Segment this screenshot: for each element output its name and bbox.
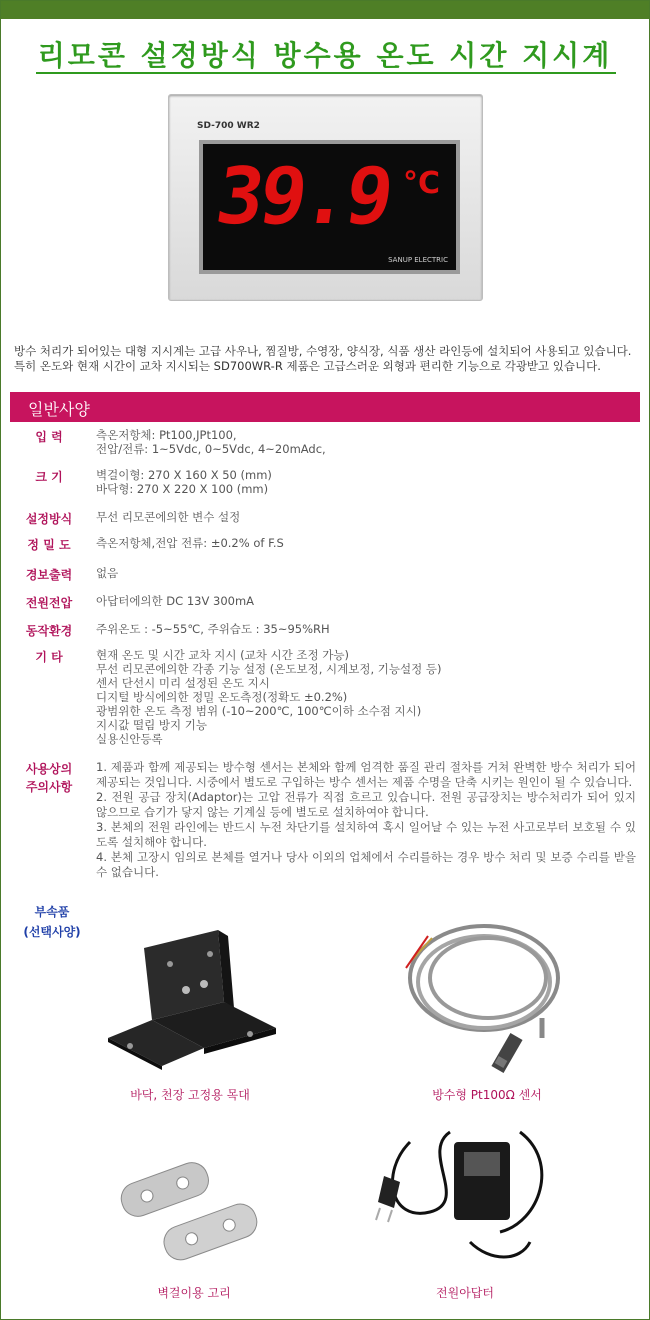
spec-line: 측온저항체: Pt100,JPt100,	[96, 428, 237, 442]
section-header	[10, 392, 640, 422]
spec-value	[96, 468, 636, 496]
spec-value	[96, 594, 636, 608]
device-brand: SANUP ELECTRIC	[388, 256, 448, 264]
device-unit: °C	[403, 166, 441, 201]
section-title: 일반사양	[28, 400, 90, 419]
spec-line: 측온저항체,전압 전류: ±0.2% of F.S	[96, 536, 284, 550]
spec-value	[96, 536, 636, 550]
spec-line: 무선 리모콘에의한 각종 기능 설정 (온도보정, 시계보정, 기능설정 등)	[96, 662, 442, 676]
notes-label	[10, 760, 88, 796]
note-item: 3. 본체의 전원 라인에는 반드시 누전 차단기를 설치하여 혹시 일어날 수 있는 누전 사고로부터 보호될 수 있도록 설치해야 합니다.	[96, 820, 636, 849]
note-item: 4. 본체 고장시 임의로 본체를 열거나 당사 이외의 업체에서 수리를하는 경우 방수 처리 및 보증 수리를 받을 수 없습니다.	[96, 850, 636, 879]
spec-label: 입 력	[35, 430, 63, 444]
accessory-caption: 벽걸이용 고리	[157, 1286, 231, 1300]
spec-line: 없음	[96, 566, 119, 580]
spec-line: 주위온도 : -5~55℃, 주위습도 : 35~95%RH	[96, 622, 330, 636]
accessories-label	[16, 902, 88, 942]
page-title: 리모콘 설정방식 방수용 온도 시간 지시계	[37, 39, 613, 72]
spec-label: 경보출력	[25, 568, 73, 582]
device-display	[199, 140, 460, 274]
spec-label: 설정방식	[25, 512, 73, 526]
spec-label: 전원전압	[25, 596, 73, 610]
spec-label: 정 밀 도	[27, 538, 71, 552]
spec-value	[96, 566, 636, 580]
spec-value	[96, 510, 636, 524]
wall-hook-image	[104, 1140, 284, 1270]
bracket-image	[100, 920, 280, 1070]
spec-line: 지시값 떨림 방지 기능	[96, 718, 207, 732]
device-model-label: SD-700 WR2	[197, 121, 260, 131]
notes-label-line: 주의사항	[25, 780, 73, 794]
notes-text	[96, 760, 636, 880]
title-underline	[36, 72, 616, 74]
spec-label: 크 기	[35, 470, 63, 484]
notes-label-line: 사용상의	[25, 762, 73, 776]
spec-line: 센서 단선시 미리 설정된 온도 지시	[96, 676, 270, 690]
top-color-bar	[1, 1, 649, 19]
sensor-image	[392, 908, 582, 1078]
spec-line: 실용신안등록	[96, 732, 163, 746]
spec-line: 바닥형: 270 X 220 X 100 (mm)	[96, 482, 269, 496]
spec-line: 현재 온도 및 시간 교차 지시 (교차 시간 조정 가능)	[96, 648, 349, 662]
spec-value	[96, 428, 636, 456]
indicator-device-image	[168, 94, 483, 301]
spec-value	[96, 622, 636, 636]
spec-line: 광범위한 온도 측정 범위 (-10~200℃, 100℃이하 소수점 지시)	[96, 704, 422, 718]
spec-line: 아답터에의한 DC 13V 300mA	[96, 594, 255, 608]
note-item: 1. 제품과 함께 제공되는 방수형 센서는 본체와 함께 엄격한 품질 관리 절차를 거쳐 완벽한 방수 처리가 되어 제공되는 것입니다. 시중에서 별도로 구입하는 방수 센서는 제품 수명을 단축 시키는 원인이 될 수 있습니다.	[96, 760, 636, 789]
spec-line: 전압/전류: 1~5Vdc, 0~5Vdc, 4~20mAdc,	[96, 442, 326, 456]
power-adapter-image	[370, 1112, 560, 1272]
accessory-caption: 전원아답터	[436, 1286, 494, 1300]
intro-text: 방수 처리가 되어있는 대형 지시계는 고급 사우나, 찜질방, 수영장, 양식장, 식품 생산 라인등에 설치되어 사용되고 있습니다. 특히 온도와 현재 시간이 교차 지시되는 SD700WR-R 제품은 고급스러운 외형과 편리한 기능으로 각광받고 있습니다.	[14, 344, 632, 373]
accessories-label-line: 부속품	[34, 905, 70, 919]
spec-line: 벽걸이형: 270 X 160 X 50 (mm)	[96, 468, 272, 482]
spec-line: 디지털 방식에의한 정밀 온도측정(정확도 ±0.2%)	[96, 690, 348, 704]
spec-value	[96, 648, 636, 746]
accessories-label-line: (선택사양)	[23, 925, 81, 939]
device-reading: 39.9	[210, 152, 396, 242]
note-item: 2. 전원 공급 장치(Adaptor)는 고압 전류가 직접 흐르고 있습니다. 전원 공급장치는 방수처리가 되어 있지 않으므로 습기가 닿지 않는 기계실 등에 별도로 설치하여야 합니다.	[96, 790, 636, 819]
accessory-caption: 방수형 Pt100Ω 센서	[432, 1088, 542, 1102]
spec-label: 동작환경	[25, 624, 73, 638]
spec-line: 무선 리모콘에의한 변수 설정	[96, 510, 241, 524]
spec-label: 기 타	[35, 650, 63, 664]
accessory-caption: 바닥, 천장 고정용 목대	[130, 1088, 250, 1102]
